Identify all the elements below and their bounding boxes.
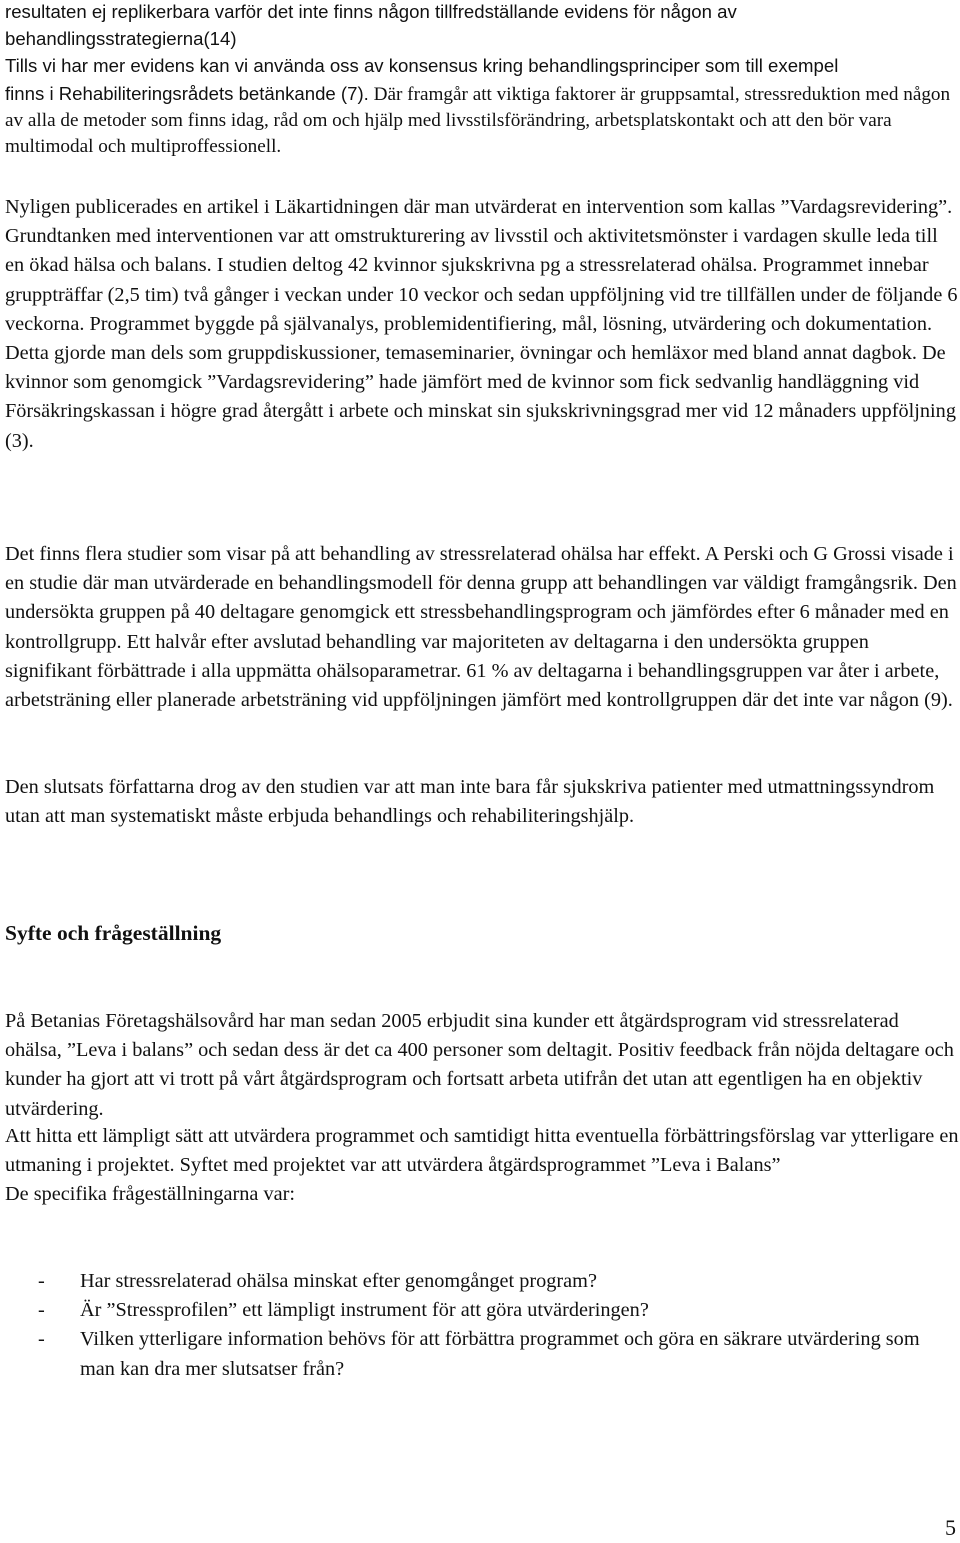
intro-line: resultaten ej replikerbara varför det inte finns någon tillfredställande evidens för någon av [5, 1, 737, 22]
intro-block [5, 0, 960, 160]
section-paragraph-background: På Betanias Företagshälsovård har man sedan 2005 erbjudit sina kunder ett åtgärdsprogram vid stressrelaterad ohälsa, ”Leva i balans” och sedan dess är det ca 400 personer som deltagit. Positiv feedback från nöjda deltagare och kunder ha gjort att vi trott på vårt åtgärdsprogram och fortsatt arbeta utifrån det utan att egentligen ha en objektiv utvärdering. [5, 1010, 954, 1120]
list-item [0, 1267, 960, 1296]
dash-bullet-icon: - [38, 1270, 45, 1292]
intro-continuation: Där framgår att viktiga faktorer är gruppsamtal, stressreduktion med någon av alla de metoder som finns idag, råd om och hjälp med livsstilsförändring, arbetsplatskontakt och att den bör vara multimodal och multiproffessionell. [5, 83, 951, 158]
intro-line: behandlingsstrategierna(14) [5, 28, 237, 50]
body-paragraph-studies: Det finns flera studier som visar på att behandling av stressrelaterad ohälsa har effekt. A Perski och G Grossi visade i en studie där man utvärderade en behandlingsmodell för denna grupp att behandlingen var väldigt framgångsrik. Den undersökta gruppen på 40 deltagare genomgick ett stressbehandlingsprogram och jämfördes efter 6 månader med en kontrollgrupp. Ett halvår efter avslutad behandling var majoriteten av deltagarna i den undersökta gruppen signifikant förbättrade i alla uppmätta ohälsoparametrar. 61 % av deltagarna i behandlingsgruppen var åter i arbete, arbetsträning eller planerade arbetsträning vid uppföljningen jämfört med kontrollgruppen där det inte var någon (9). [5, 543, 957, 712]
dash-bullet-icon: - [38, 1299, 45, 1322]
list-item-text: Vilken ytterligare information behövs för att förbättra programmet och göra en säkrare utvärdering som man kan dra mer slutsatser från? [80, 1328, 920, 1380]
purpose-text: Att hitta ett lämpligt sätt att utvärdera programmet och samtidigt hitta eventuella förbättringsförslag var ytterligare en utmaning i projektet. Syftet med projektet var att utvärdera åtgärdsprogrammet ”Leva i Balans” [5, 1125, 959, 1177]
list-item [0, 1296, 960, 1325]
list-item [0, 1325, 960, 1383]
body-paragraph-vardagsrevidering: Nyligen publicerades en artikel i Läkartidningen där man utvärderat en intervention som kallas ”Vardagsrevidering”. Grundtanken med interventionen var att omstrukturering av livsstil och aktivitetsmönster i vardagen skulle leda till en ökad hälsa och balans. I studien deltog 42 kvinnor sjukskrivna pg a stressrelaterad ohälsa. Programmet innebar gruppträffar (2,5 tim) två gånger i veckan under 10 veckor och sedan uppföljning vid tre tillfällen under de följande 6 veckorna. Programmet byggde på självanalys, problemidentifiering, mål, lösning, utvärdering och dokumentation. Detta gjorde man dels som gruppdiskussioner, temaseminarier, övningar och hemläxor med bland annat dagbok. De kvinnor som genomgick ”Vardagsrevidering” hade jämfört med de kvinnor som fick sedvanlig handläggning vid Försäkringskassan i högre grad återgått i arbete och minskat sin sjukskrivningsgrad mer vid 12 månaders uppföljning (3). [5, 196, 958, 452]
intro-line: finns i Rehabiliteringsrådets betänkande (7). [5, 82, 369, 104]
intro-paragraph [5, 81, 960, 161]
intro-line: Tills vi har mer evidens kan vi använda oss av konsensus kring behandlingsprinciper som till exempel [5, 55, 839, 77]
list-item-text: Är ”Stressprofilen” ett lämpligt instrument för att göra utvärderingen? [80, 1299, 649, 1322]
section-heading: Syfte och frågeställning [5, 921, 222, 945]
page-number: 5 [945, 1515, 956, 1540]
section-paragraph-purpose [5, 1122, 960, 1210]
list-item-text: Har stressrelaterad ohälsa minskat efter genomgånget program? [80, 1270, 597, 1292]
dash-bullet-icon: - [38, 1328, 45, 1351]
questions-intro: De specifika frågeställningarna var: [5, 1183, 295, 1206]
body-paragraph-conclusion: Den slutsats författarna drog av den studien var att man inte bara får sjukskriva patienter med utmattningssyndrom utan att man systematiskt måste erbjuda behandlings och rehabiliteringshjälp. [5, 776, 935, 828]
question-list [0, 1267, 960, 1384]
